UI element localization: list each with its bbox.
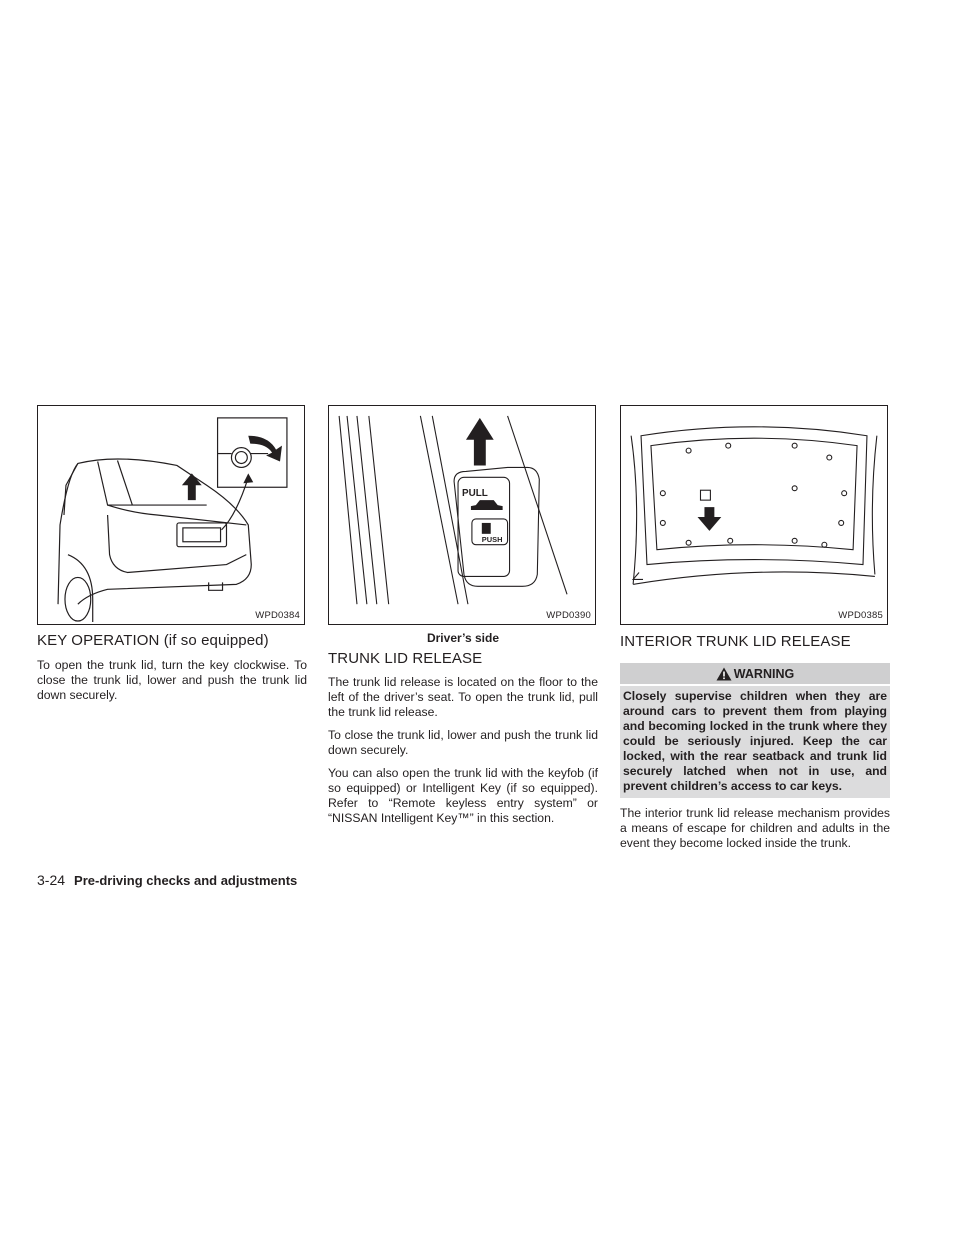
trunk-interior-illustration [621,406,887,624]
figure-code: WPD0384 [255,610,300,621]
release-lever-illustration [329,406,595,624]
page-footer [37,872,297,888]
figure-interior-release [620,405,888,625]
car-rear-illustration [38,406,304,624]
section-heading: INTERIOR TRUNK LID RELEASE [620,633,851,650]
column-interior-release [620,405,890,851]
column-trunk-lid-release [328,405,598,826]
warning-text: Closely supervise children when they are around cars to prevent them from playing and becoming locked in the trunk where they could be seriously injured. Keep the car locked, with the rear seatback and trunk lid securely latched when not in use, and prevent children’s access to car keys. [620,686,890,798]
paragraph: To open the trunk lid, turn the key clockwise. To close the trunk lid, lower and push the trunk lid down securely. [37,658,307,702]
figure-code: WPD0390 [546,610,591,621]
paragraph: To close the trunk lid, lower and push the trunk lid down securely. [328,728,598,757]
column-key-operation [37,405,307,703]
section-heading: TRUNK LID RELEASE [328,650,483,667]
warning-icon [716,667,732,681]
figure-caption: Driver’s side [426,631,500,645]
push-label: PUSH [481,534,503,544]
figure-key-operation [37,405,305,625]
section-title: Pre-driving checks and adjustments [74,873,298,888]
paragraph: The interior trunk lid release mechanism provides a means of escape for children and adults in the event they become locked inside the trunk. [620,806,890,850]
warning-label: WARNING [733,666,795,681]
pull-label: PULL [462,488,488,500]
page-number: 3-24 [37,872,66,888]
figure-code: WPD0385 [838,610,883,621]
paragraph: You can also open the trunk lid with the keyfob (if so equipped) or Intelligent Key (if so equipped). Refer to “Remote keyless entry system” or “NISSAN Intelligent Key™” in this section. [328,766,598,825]
figure-trunk-lid-release [328,405,596,625]
warning-header [620,663,890,684]
paragraph: The trunk lid release is located on the floor to the left of the driver’s seat. To open the trunk lid, pull the trunk lid release. [328,675,598,719]
section-heading: KEY OPERATION (if so equipped) [37,632,269,649]
